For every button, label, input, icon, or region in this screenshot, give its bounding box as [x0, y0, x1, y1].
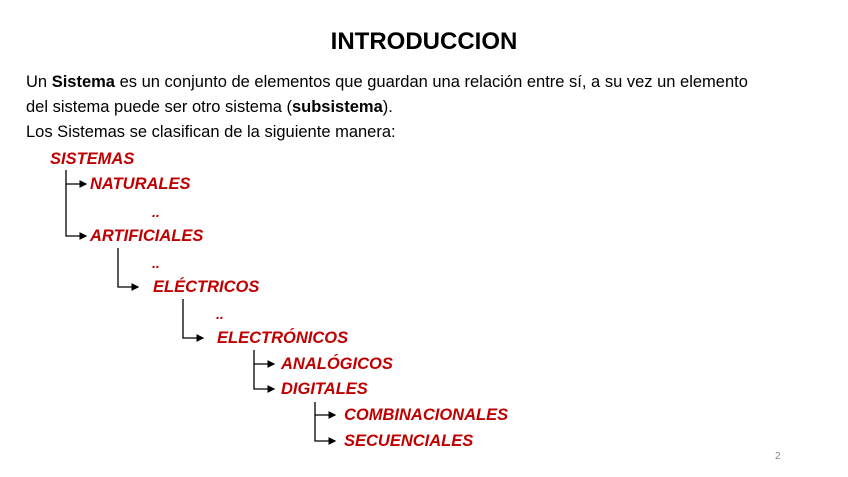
- intro-text-3: del sistema puede ser otro sistema (: [26, 98, 292, 116]
- node-electricos: ELÉCTRICOS: [153, 278, 260, 296]
- slide-title: INTRODUCCION: [330, 28, 518, 55]
- intro-text-2: es un conjunto de elementos que guardan una relación entre sí, a su vez un elemento: [114, 73, 748, 91]
- connector-electronicos: [183, 299, 203, 338]
- page-number: 2: [775, 451, 781, 462]
- node-secuenciales: SECUENCIALES: [344, 432, 474, 450]
- dots-1: ..: [152, 204, 160, 220]
- intro-bold-subsistema: subsistema: [291, 98, 383, 116]
- connector-combinacionales: [315, 402, 335, 415]
- node-artificiales: ARTIFICIALES: [90, 227, 204, 245]
- node-combinacionales: COMBINACIONALES: [344, 406, 509, 424]
- node-naturales: NATURALES: [90, 175, 191, 193]
- node-digitales: DIGITALES: [281, 380, 368, 398]
- connector-naturales: [66, 170, 86, 184]
- dots-3: ..: [216, 306, 224, 322]
- node-sistemas: SISTEMAS: [50, 150, 135, 168]
- intro-text-4: ).: [382, 98, 393, 116]
- connector-electricos: [118, 248, 138, 287]
- node-analogicos: ANALÓGICOS: [281, 355, 393, 373]
- intro-bold-sistema: Sistema: [51, 73, 115, 91]
- connector-secuenciales: [315, 415, 335, 441]
- node-electronicos: ELECTRÓNICOS: [217, 329, 349, 347]
- intro-text-5: Los Sistemas se clasifican de la siguiente manera:: [26, 123, 396, 141]
- connector-digitales: [254, 364, 274, 389]
- connector-analogicos: [254, 350, 274, 364]
- intro-text-1: Un: [26, 73, 52, 91]
- dots-2: ..: [152, 255, 160, 271]
- connector-artificiales: [66, 184, 86, 236]
